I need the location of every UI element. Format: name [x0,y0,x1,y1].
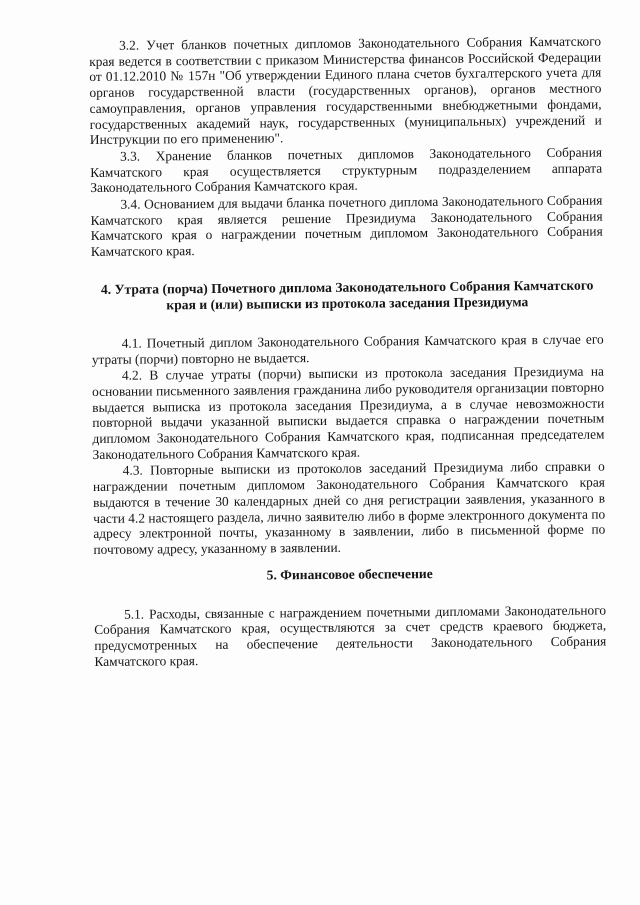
paragraph-3-2: 3.2. Учет бланков почетных дипломов Законодательного Собрания Камчатского края ведется в соответствии с приказом Министерства финансов Российской Федерации от 01.12.2010 № 157н "Об утверждении Единого плана счетов бухгалтерского учета для органов государственной власти (государственных органов), органов местного самоуправления, органов управления государственными внебюджетными фондами, государственных академий наук, государственных (муниципальных) учреждений и Инструкции по его применению". [89,33,602,148]
section-4-heading: 4. Утрата (порча) Почетного диплома Законодательного Собрания Камчатского края и (или) выписки из протокола заседания Президиума [100,277,594,313]
paragraph-3-3: 3.3. Хранение бланков почетных дипломов Законодательного Собрания Камчатского края осуществляется структурным подразделением аппарата Законодательного Собрания Камчатского края. [90,144,603,196]
paragraph-5-1: 5.1. Расходы, связанные с награждением почетными дипломами Законодательного Собрания Камчатского края, осуществляются за счет средств краевого бюджета, предусмотренных на обеспечение деятельности Законодательного Собрания Камчатского края. [94,602,607,669]
paragraph-3-4: 3.4. Основанием для выдачи бланка почетного диплома Законодательного Собрания Камчатского края является решение Президиума Законодательного Собрания Камчатского края о награждении почетным дипломом Законодательного Собрания Камчатского края. [90,192,603,260]
paragraph-4-2: 4.2. В случае утраты (порчи) выписки из протокола заседания Президиума на основании письменного заявления гражданина либо руководителя организации повторно выдается выписка из протокола заседания Президиума, а в случае невозможности повторной выдачи указанной выписки выдается справка о награждении почетным дипломом Законодательного Собрания Камчатского края, подписанная председателем Законодательного Собрания Камчатского края. [92,363,605,462]
section-5-heading: 5. Финансовое обеспечение [266,565,433,583]
document-body [89,34,607,671]
paragraph-4-1: 4.1. Почетный диплом Законодательного Собрания Камчатского края в случае его утраты (порчи) повторно не выдается. [91,331,604,367]
paragraph-4-3: 4.3. Повторные выписки из протоколов заседаний Президиума либо справки о награждении почетным дипломом Законодательного Собрания Камчатского края выдаются в течение 30 календарных дней со дня регистрации заявления, указанного в части 4.2 настоящего раздела, лично заявителю либо в форме электронного документа по адресу электронной почты, указанному в заявлении, либо в письменной форме по почтовому адресу, указанному в заявлении. [92,458,606,557]
